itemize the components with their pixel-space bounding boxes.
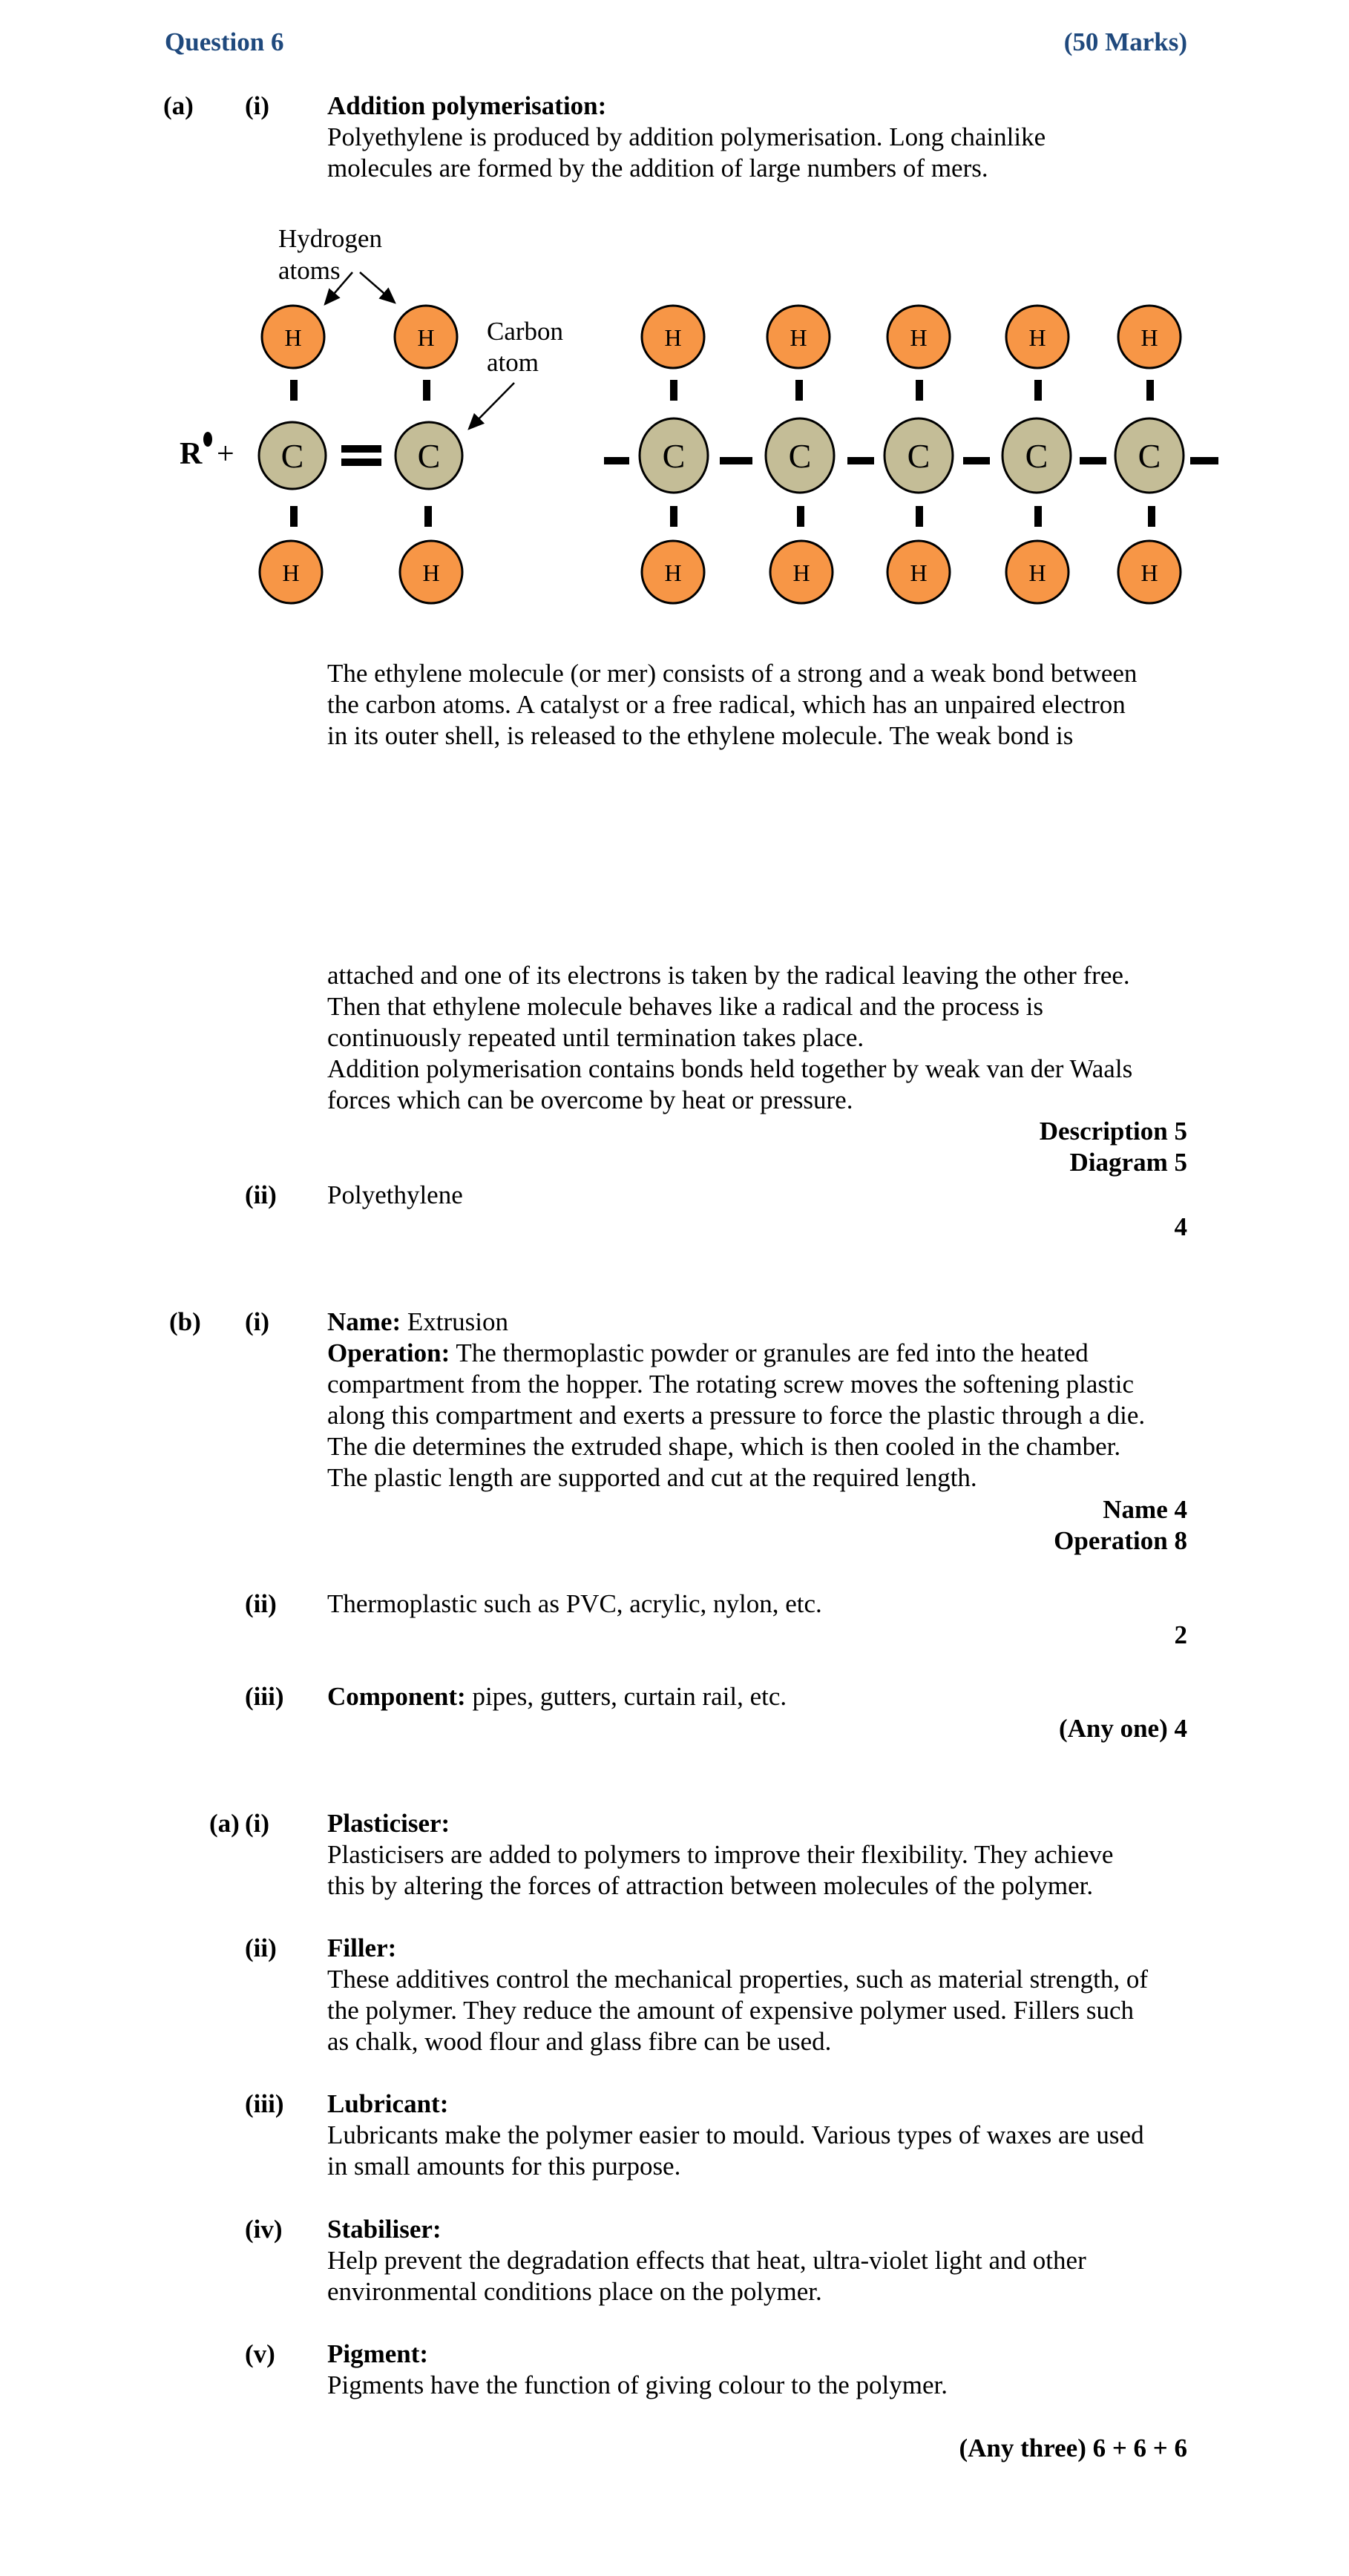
atom-c: C [417, 437, 441, 475]
plus-sign: + [217, 437, 234, 471]
atom-h: H [910, 324, 928, 351]
atom-h: H [790, 324, 807, 351]
additive-heading: Stabiliser: [327, 2215, 442, 2244]
part-a-ii-answer: Polyethylene [327, 1180, 463, 1209]
part-b-ii-label: (ii) [245, 1589, 277, 1618]
addition-body-part2 [327, 960, 1188, 1116]
carbon-label-line1: Carbon [487, 317, 564, 346]
atom-h: H [282, 559, 300, 586]
text-line: in small amounts for this purpose. [327, 2152, 681, 2181]
text-line: Lubricants make the polymer easier to mould. Various types of waxes are used [327, 2120, 1144, 2149]
text-line: Pigments have the function of giving colour to the polymer. [327, 2370, 948, 2399]
part-b-i-label: (i) [245, 1307, 270, 1336]
additive-label: (i) [245, 1809, 270, 1838]
name-value: Extrusion [401, 1307, 508, 1336]
text-line: Then that ethylene molecule behaves like a radical and the process is [327, 992, 1044, 1021]
part-b-label: (b) [169, 1307, 201, 1336]
part-a-label: (a) [163, 91, 194, 120]
atom-h: H [910, 559, 928, 586]
part-a-ii-label: (ii) [245, 1180, 277, 1209]
text-line: compartment from the hopper. The rotating screw moves the softening plastic [327, 1370, 1134, 1399]
text-line: Help prevent the degradation effects that heat, ultra-violet light and other [327, 2246, 1086, 2275]
text-line: attached and one of its electrons is taken by the radical leaving the other free. [327, 961, 1130, 990]
additive-plasticiser [327, 1808, 1188, 1902]
additive-label: (iii) [245, 2089, 284, 2118]
part-b-ii-answer: Thermoplastic such as PVC, acrylic, nylon, etc. [327, 1589, 822, 1618]
question-marks: (50 Marks) [1063, 27, 1187, 56]
atom-c: C [788, 437, 812, 475]
additive-pigment [327, 2339, 1188, 2401]
atom-h: H [792, 559, 810, 586]
atom-c: C [662, 437, 686, 475]
text-line: as chalk, wood flour and glass fibre can be used. [327, 2027, 832, 2056]
component-line [327, 1681, 787, 1712]
question-title: Question 6 [165, 27, 284, 56]
text-line: Addition polymerisation contains bonds held together by weak van der Waals [327, 1054, 1133, 1083]
name-line [327, 1307, 508, 1338]
marks-operation: Operation 8 [1054, 1526, 1187, 1555]
atom-c: C [907, 437, 930, 475]
text-line: environmental conditions place on the polymer. [327, 2277, 822, 2306]
text-line: molecules are formed by the addition of large numbers of mers. [327, 154, 988, 183]
atom-h: H [1140, 559, 1158, 586]
component-label: Component: [327, 1682, 466, 1711]
text-line: forces which can be overcome by heat or pressure. [327, 1085, 853, 1114]
radical-symbol: R [180, 437, 203, 471]
text-line: Polyethylene is produced by addition polymerisation. Long chainlike [327, 122, 1046, 151]
operation-label: Operation: [327, 1338, 450, 1367]
text-line: the carbon atoms. A catalyst or a free radical, which has an unpaired electron [327, 690, 1126, 719]
operation-text [327, 1338, 1188, 1494]
polymerisation-diagram [0, 0, 1349, 638]
atom-h: H [1140, 324, 1158, 351]
text-line: along this compartment and exerts a pressure to force the plastic through a die. [327, 1401, 1146, 1430]
atom-c: C [1138, 437, 1161, 475]
additive-label: (iv) [245, 2215, 283, 2244]
text-line: The ethylene molecule (or mer) consists of a strong and a weak bond between [327, 659, 1138, 688]
additive-label: (ii) [245, 1933, 277, 1962]
part-b-iii-marks: (Any one) 4 [1058, 1714, 1187, 1743]
atom-h: H [1028, 324, 1046, 351]
hydrogen-label-line1: Hydrogen [278, 224, 382, 253]
carbon-label-line2: atom [487, 348, 539, 377]
text-line: in its outer shell, is released to the ethylene molecule. The weak bond is [327, 721, 1074, 750]
text-line [327, 1338, 1188, 1369]
text-line: The plastic length are supported and cut at the required length. [327, 1463, 977, 1492]
text-span: The thermoplastic powder or granules are fed into the heated [450, 1338, 1089, 1367]
part-c-label: (a) [209, 1809, 240, 1838]
addition-body-part1 [327, 658, 1188, 752]
text-line: this by altering the forces of attraction between molecules of the polymer. [327, 1871, 1094, 1900]
part-a-i-label: (i) [245, 91, 270, 120]
atom-c: C [280, 437, 304, 475]
additive-filler [327, 1933, 1188, 2057]
atom-h: H [664, 559, 682, 586]
additive-lubricant [327, 2089, 1188, 2182]
text-line: These additives control the mechanical properties, such as material strength, of [327, 1965, 1149, 1994]
name-label: Name: [327, 1307, 401, 1336]
text-line: the polymer. They reduce the amount of expensive polymer used. Fillers such [327, 1996, 1134, 2025]
atom-h: H [664, 324, 682, 351]
component-value: pipes, gutters, curtain rail, etc. [465, 1682, 787, 1711]
atom-h: H [1028, 559, 1046, 586]
unpaired-electron-dot [203, 432, 212, 447]
atom-c: C [1025, 437, 1048, 475]
marks-name: Name 4 [1103, 1495, 1187, 1524]
additive-stabiliser [327, 2214, 1188, 2307]
text-line: continuously repeated until termination takes place. [327, 1023, 864, 1052]
text-line: The die determines the extruded shape, which is then cooled in the chamber. [327, 1432, 1121, 1461]
atom-h: H [422, 559, 440, 586]
part-a-ii-marks: 4 [1174, 1212, 1187, 1241]
part-b-ii-marks: 2 [1174, 1620, 1187, 1649]
additive-label: (v) [245, 2339, 275, 2368]
additive-heading: Lubricant: [327, 2089, 449, 2118]
text-line: Plasticisers are added to polymers to improve their flexibility. They achieve [327, 1840, 1114, 1869]
atom-h: H [417, 324, 435, 351]
part-c-marks: (Any three) 6 + 6 + 6 [959, 2434, 1187, 2462]
atom-h: H [284, 324, 302, 351]
addition-polymerisation-heading: Addition polymerisation: [327, 91, 607, 120]
additive-heading: Plasticiser: [327, 1809, 450, 1838]
part-b-iii-label: (iii) [245, 1682, 284, 1711]
hydrogen-label-line2: atoms [278, 256, 341, 285]
additive-heading: Filler: [327, 1933, 397, 1962]
marks-description: Description 5 [1039, 1117, 1187, 1146]
marks-diagram: Diagram 5 [1069, 1148, 1187, 1177]
additive-heading: Pigment: [327, 2339, 429, 2368]
